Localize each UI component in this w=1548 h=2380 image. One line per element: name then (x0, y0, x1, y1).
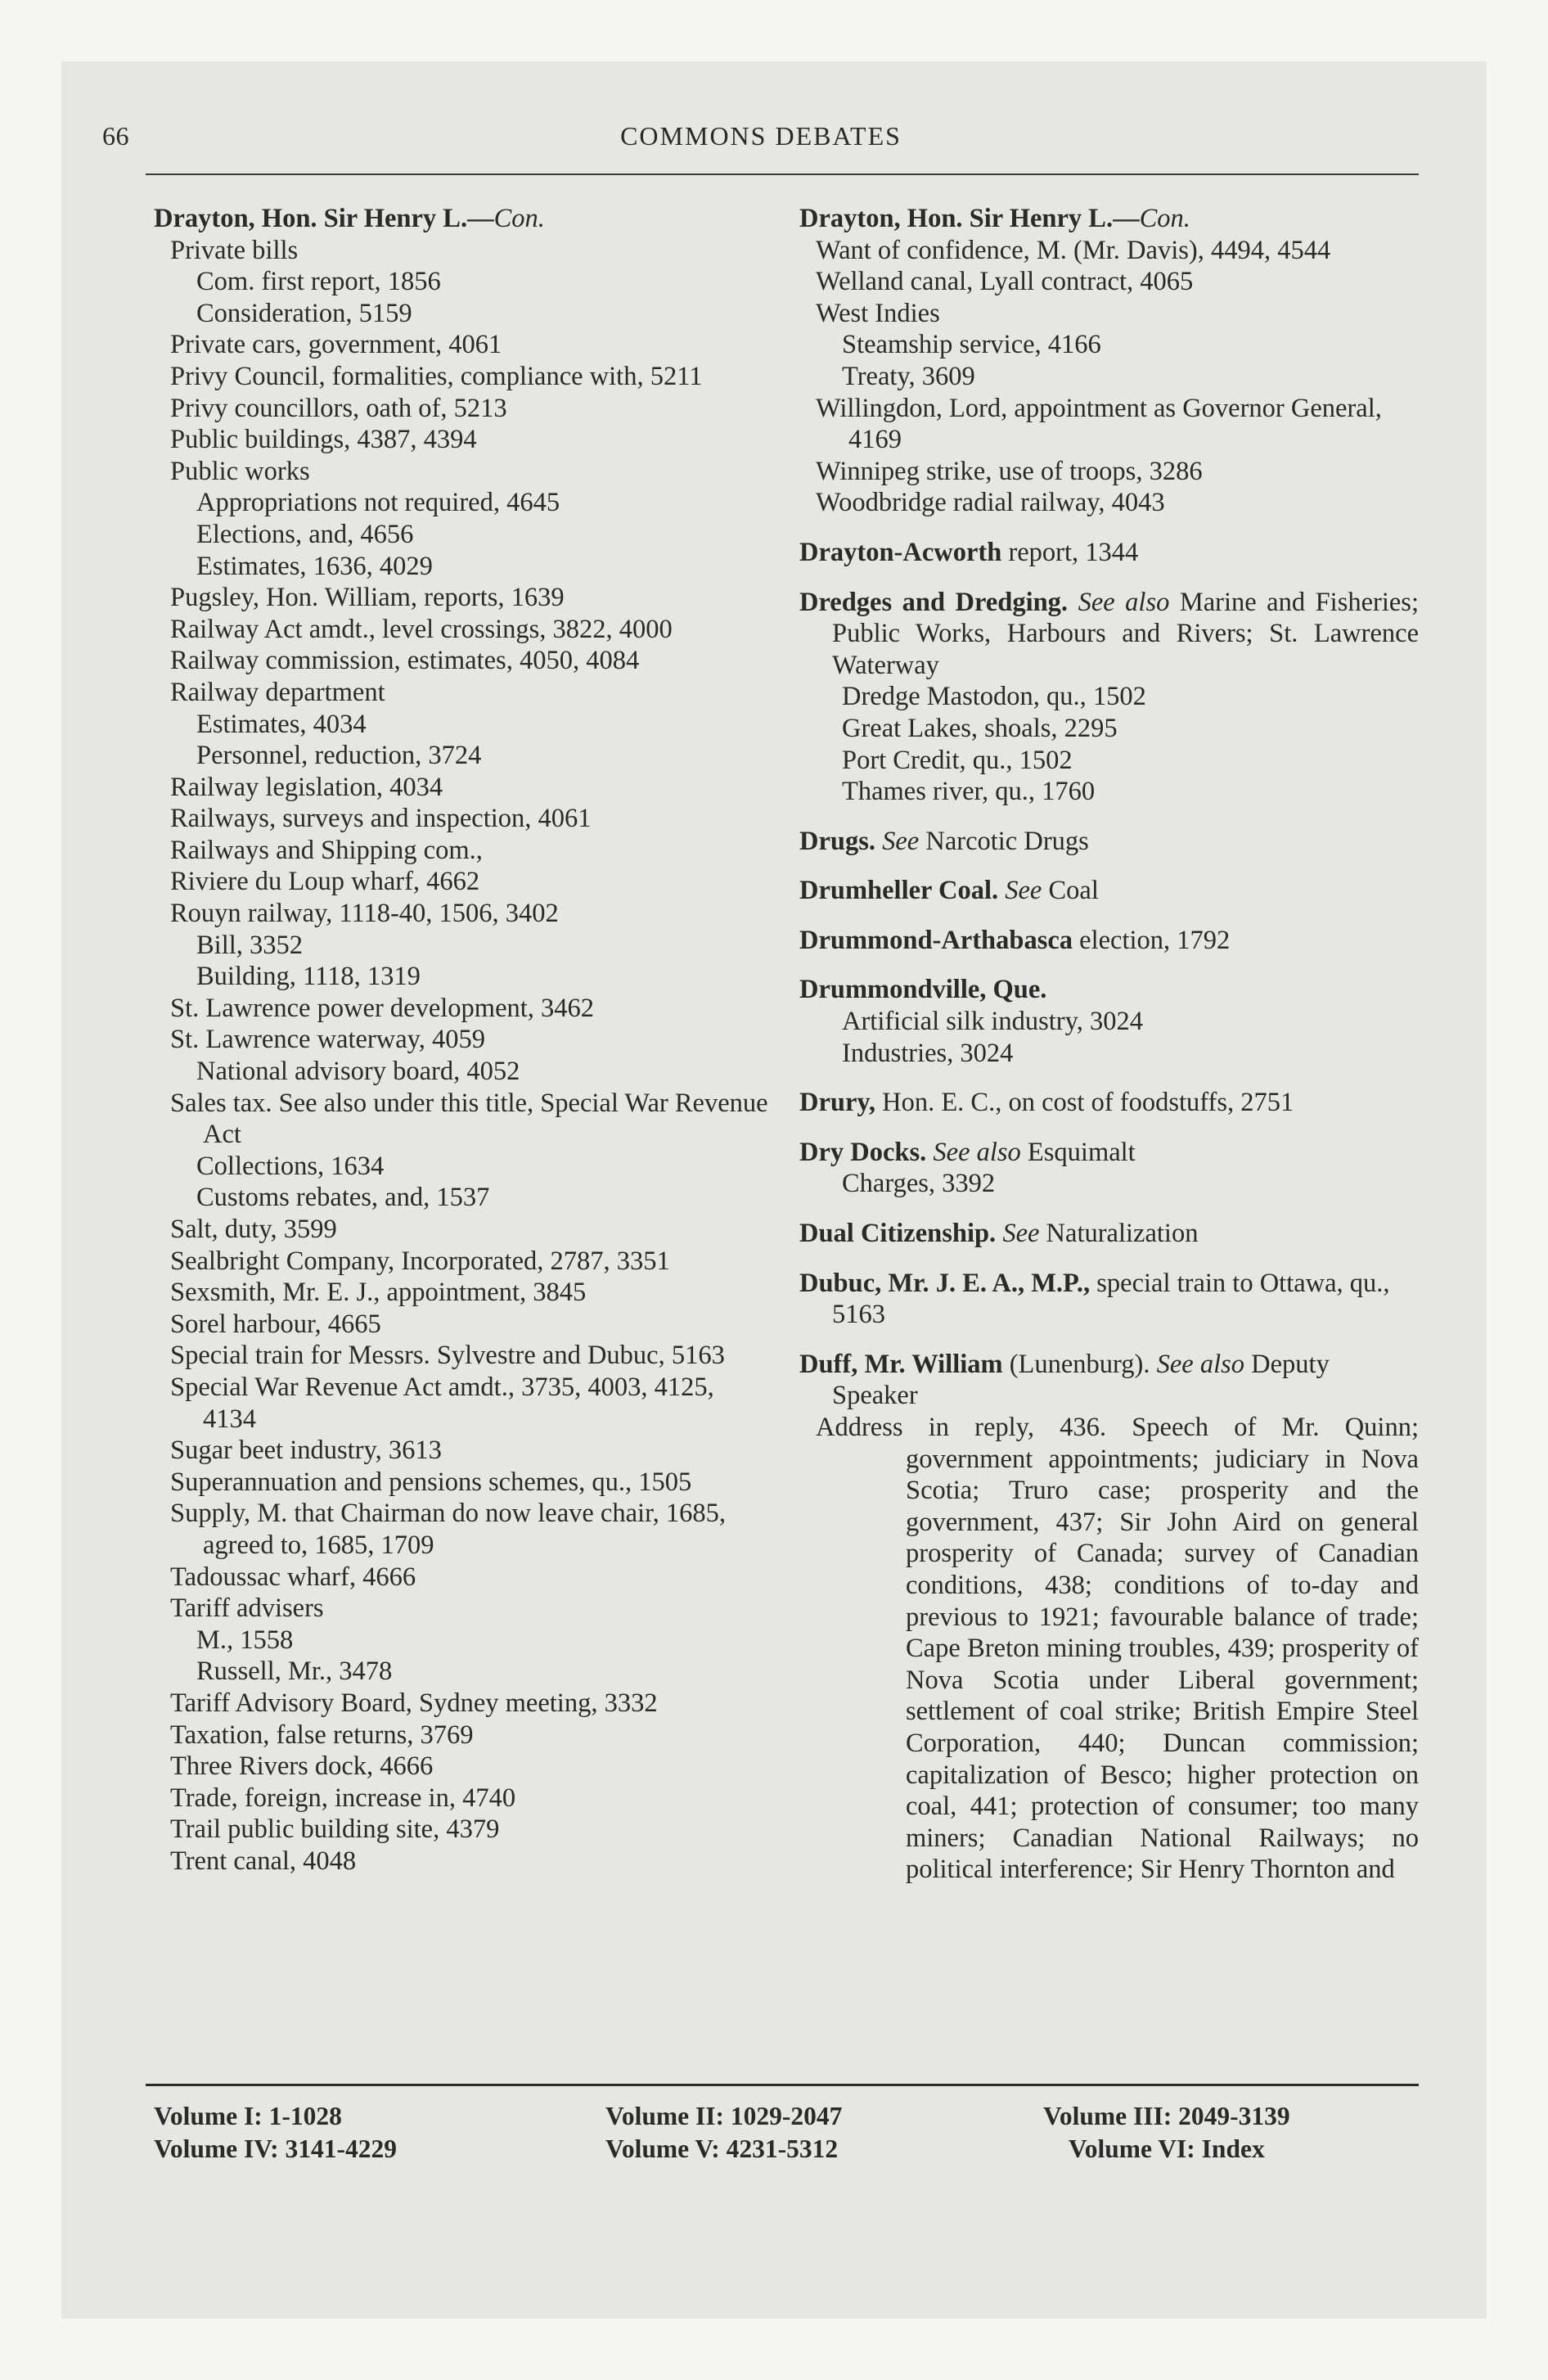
index-entry: Welland canal, Lyall contract, 4065 (816, 267, 1194, 297)
index-entry: Artificial silk industry, 3024 (842, 1007, 1143, 1037)
index-entry: Great Lakes, shoals, 2295 (842, 713, 1118, 743)
footer-volume-5: Volume V: 4231-5312 (605, 2134, 839, 2163)
index-entry: Private bills (170, 235, 299, 265)
index-entry: Salt, duty, 3599 (170, 1215, 337, 1244)
index-entry: Privy councillors, oath of, 5213 (170, 393, 507, 423)
index-entry: Com. first report, 1856 (196, 267, 441, 297)
left-entry-list (154, 235, 772, 1877)
index-entry: Winnipeg strike, use of troops, 3286 (816, 456, 1203, 486)
index-entry: Privy Council, formalities, compliance with, 5211 (170, 361, 703, 391)
index-entry: St. Lawrence power development, 3462 (170, 993, 595, 1023)
index-entry: Collections, 1634 (196, 1151, 385, 1181)
entry-dubuc: Dubuc, Mr. J. E. A., M.P., special train to Ottawa, qu., 5163 (799, 1268, 1390, 1330)
index-entry: Sealbright Company, Incorporated, 2787, 3351 (170, 1246, 670, 1276)
duff-address-in-reply: Address in reply, 436. Speech of Mr. Quinn; government appointments; judiciary in Nova Scotia; Truro case; prosperity and the government, 437; Sir John Aird on general prosperity of Canada; survey of Canadian conditions, 438; conditions of to-day and previous to 1921; favourable balance of trade; Cape Breton mining troubles, 439; prosperity of Nova Scotia under Liberal government; settlement of coal strike; British Empire Steel Corporation, 440; Duncan commission; capitalization of Besco; higher protection on coal, 441; protection of consumer; too many miners; Canadian National Railways; no political interference; Sir Henry Thornton and (816, 1413, 1419, 1885)
index-entry: Railway Act amdt., level crossings, 3822, 4000 (170, 614, 673, 644)
index-entry: Sugar beet industry, 3613 (170, 1436, 442, 1466)
footer-volume-2: Volume II: 1029-2047 (605, 2102, 843, 2130)
left-column (154, 203, 772, 1877)
index-entry: Special train for Messrs. Sylvestre and Dubuc, 5163 (170, 1341, 725, 1371)
entry-dual-citizenship: Dual Citizenship. See Naturalization (799, 1219, 1199, 1249)
footer-volume-6: Volume VI: Index (1068, 2134, 1265, 2163)
index-entry: Railway legislation, 4034 (170, 772, 443, 802)
right-drayton-list (799, 235, 1419, 519)
index-entry: Treaty, 3609 (842, 361, 975, 391)
index-entry: Estimates, 1636, 4029 (196, 551, 433, 581)
left-column-heading: Drayton, Hon. Sir Henry L.—Con. (154, 204, 545, 233)
index-entry: Sexsmith, Mr. E. J., appointment, 3845 (170, 1278, 587, 1308)
footer-volume-1: Volume I: 1-1028 (154, 2102, 342, 2130)
index-entry: Steamship service, 4166 (842, 330, 1101, 360)
index-entry: Special War Revenue Act amdt., 3735, 4003, 4125, 4134 (170, 1372, 714, 1434)
index-entry: Public buildings, 4387, 4394 (170, 425, 477, 455)
footer-col-1 (154, 2100, 397, 2166)
index-entry: Private cars, government, 4061 (170, 330, 502, 360)
header-rule (146, 174, 1419, 175)
index-entry: Tariff Advisory Board, Sydney meeting, 3332 (170, 1688, 658, 1718)
index-entry: Railway commission, estimates, 4050, 4084 (170, 646, 640, 676)
footer-volume-4: Volume IV: 3141-4229 (154, 2134, 397, 2163)
right-column (799, 203, 1419, 1886)
index-entry: Industries, 3024 (842, 1038, 1014, 1068)
index-entry: Want of confidence, M. (Mr. Davis), 4494, 4544 (816, 235, 1331, 265)
index-entry: Woodbridge radial railway, 4043 (816, 488, 1165, 518)
footer-volume-3: Volume III: 2049-3139 (1043, 2102, 1290, 2130)
index-entry: Pugsley, Hon. William, reports, 1639 (170, 583, 565, 613)
page-number: 66 (102, 121, 129, 151)
page-title: COMMONS DEBATES (620, 121, 902, 151)
index-entry: Building, 1118, 1319 (196, 962, 421, 992)
entry-drayton-acworth: Drayton-Acworth report, 1344 (799, 537, 1139, 567)
index-entry: National advisory board, 4052 (196, 1057, 520, 1087)
entry-dry-docks: Dry Docks. See also Esquimalt (799, 1137, 1136, 1167)
index-entry: Thames river, qu., 1760 (842, 777, 1096, 807)
entry-drumheller: Drumheller Coal. See Coal (799, 876, 1099, 906)
entry-dredges: Dredges and Dredging. See also Marine and Fisheries; Public Works, Harbours and Rivers; St. Lawrence Waterway (799, 587, 1419, 680)
index-entry: Bill, 3352 (196, 930, 304, 960)
footer-col-3 (1043, 2100, 1290, 2166)
index-entry: St. Lawrence waterway, 4059 (170, 1025, 486, 1055)
entry-drummond-arthabasca: Drummond-Arthabasca election, 1792 (799, 925, 1231, 955)
index-entry: Port Credit, qu., 1502 (842, 745, 1073, 775)
index-entry: Tadoussac wharf, 4666 (170, 1562, 416, 1592)
index-entry: Elections, and, 4656 (196, 519, 414, 549)
index-entry: Sorel harbour, 4665 (170, 1309, 381, 1339)
index-entry: Willingdon, Lord, appointment as Governor General, 4169 (816, 393, 1382, 455)
index-entry: Customs rebates, and, 1537 (196, 1183, 490, 1213)
index-entry: Appropriations not required, 4645 (196, 488, 560, 518)
entry-drugs: Drugs. See Narcotic Drugs (799, 826, 1089, 856)
drummondville-sublist (799, 1006, 1419, 1069)
index-entry: Three Rivers dock, 4666 (170, 1751, 434, 1782)
index-entry: Railways, surveys and inspection, 4061 (170, 804, 592, 834)
dry-docks-sublist (799, 1168, 1419, 1200)
index-entry: Railways and Shipping com., (170, 835, 483, 865)
index-entry: Rouyn railway, 1118-40, 1506, 3402 (170, 899, 559, 929)
index-entry: Tariff advisers (170, 1593, 324, 1624)
index-entry: Railway department (170, 677, 385, 707)
index-entry: Trail public building site, 4379 (170, 1814, 500, 1845)
index-entry: Supply, M. that Chairman do now leave chair, 1685, agreed to, 1685, 1709 (170, 1499, 726, 1560)
index-entry: Taxation, false returns, 3769 (170, 1720, 474, 1750)
index-entry: Estimates, 4034 (196, 709, 367, 739)
index-entry: Sales tax. See also under this title, Special War Revenue Act (170, 1088, 768, 1150)
index-entry: Dredge Mastodon, qu., 1502 (842, 682, 1146, 712)
index-entry: Personnel, reduction, 3724 (196, 741, 482, 771)
footer-col-2 (605, 2100, 842, 2166)
index-entry: Charges, 3392 (842, 1169, 996, 1199)
index-entry: Russell, Mr., 3478 (196, 1657, 393, 1687)
entry-drury: Drury, Hon. E. C., on cost of foodstuffs, 2751 (799, 1088, 1294, 1118)
entry-duff: Duff, Mr. William (Lunenburg). See also Deputy Speaker (799, 1349, 1330, 1411)
dredges-sublist (799, 681, 1419, 807)
right-column-heading: Drayton, Hon. Sir Henry L.—Con. (799, 204, 1190, 233)
index-entry: Public works (170, 456, 310, 486)
index-entry: West Indies (816, 298, 940, 328)
footer-rule (146, 2084, 1419, 2086)
index-entry: Consideration, 5159 (196, 298, 412, 328)
index-entry: Riviere du Loup wharf, 4662 (170, 867, 480, 897)
index-entry: M., 1558 (196, 1625, 294, 1655)
index-entry: Trade, foreign, increase in, 4740 (170, 1783, 516, 1813)
index-entry: Trent canal, 4048 (170, 1846, 357, 1876)
entry-drummondville: Drummondville, Que. (799, 975, 1047, 1005)
index-entry: Superannuation and pensions schemes, qu., 1505 (170, 1467, 692, 1497)
